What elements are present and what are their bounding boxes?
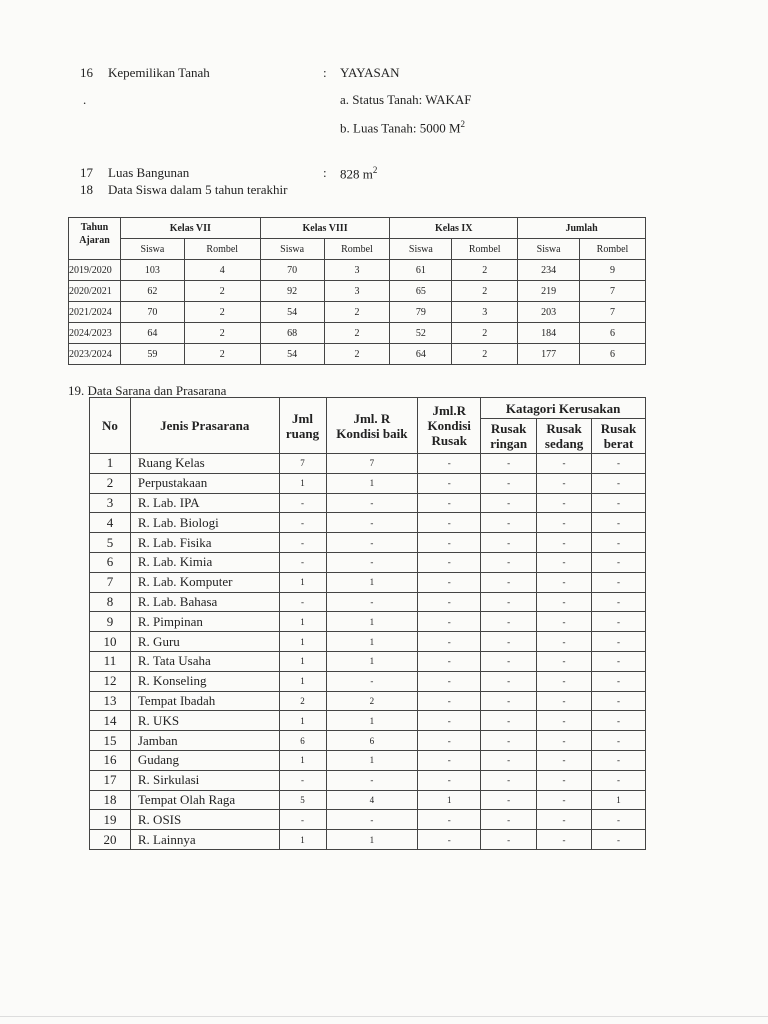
- cell-kondisi-baik: 1: [326, 750, 418, 770]
- cell-jml-ruang: 1: [279, 651, 326, 671]
- cell-rusak-berat: 1: [592, 790, 646, 810]
- cell-kondisi-baik: -: [326, 592, 418, 612]
- subheader-rombel: Rombel: [324, 239, 390, 260]
- cell-rusak-berat: -: [592, 830, 646, 850]
- item-16-label: Kepemilikan Tanah: [108, 65, 210, 80]
- table-row: [69, 302, 646, 323]
- cell-no: 12: [90, 671, 131, 691]
- header-rusak-ringan: [481, 419, 537, 454]
- cell-kondisi-rusak: -: [418, 592, 481, 612]
- header-kelas-vii: Kelas VII: [120, 218, 260, 239]
- cell-jml-ruang: 1: [279, 830, 326, 850]
- table-cell: 70: [120, 302, 184, 323]
- cell-rusak-sedang: -: [537, 830, 592, 850]
- cell-jenis-prasarana: Jamban: [130, 731, 279, 751]
- cell-jenis-prasarana: R. Lab. Komputer: [130, 572, 279, 592]
- header-no: No: [90, 398, 131, 454]
- cell-jml-ruang: 1: [279, 711, 326, 731]
- table-cell: 52: [390, 323, 452, 344]
- cell-tahun-ajaran: 2021/2024: [69, 302, 121, 323]
- cell-jml-ruang: 1: [279, 612, 326, 632]
- cell-jml-ruang: 1: [279, 572, 326, 592]
- cell-kondisi-baik: -: [326, 513, 418, 533]
- cell-rusak-sedang: -: [537, 770, 592, 790]
- cell-kondisi-baik: -: [326, 671, 418, 691]
- table-row: [90, 493, 646, 513]
- cell-kondisi-baik: 1: [326, 711, 418, 731]
- item-16-value: YAYASAN: [340, 65, 400, 80]
- table-row: [90, 513, 646, 533]
- table-cell: 9: [580, 260, 646, 281]
- cell-jenis-prasarana: R. OSIS: [130, 810, 279, 830]
- cell-kondisi-rusak: -: [418, 513, 481, 533]
- cell-rusak-berat: -: [592, 770, 646, 790]
- table-row: [90, 592, 646, 612]
- cell-jml-ruang: 2: [279, 691, 326, 711]
- subheader-siswa: Siswa: [260, 239, 324, 260]
- page-bottom-edge: [0, 1016, 768, 1017]
- table-cell: 2: [184, 302, 260, 323]
- cell-jml-ruang: 6: [279, 731, 326, 751]
- item-17-number: 17: [80, 165, 93, 180]
- cell-kondisi-rusak: -: [418, 731, 481, 751]
- cell-kondisi-rusak: -: [418, 770, 481, 790]
- cell-kondisi-rusak: -: [418, 671, 481, 691]
- table-row: [90, 790, 646, 810]
- table-cell: 3: [324, 260, 390, 281]
- cell-rusak-ringan: -: [481, 691, 537, 711]
- table-cell: 2: [324, 323, 390, 344]
- cell-kondisi-rusak: -: [418, 711, 481, 731]
- cell-rusak-sedang: -: [537, 671, 592, 691]
- cell-tahun-ajaran: 2023/2024: [69, 344, 121, 365]
- header-jml: Jml: [292, 410, 313, 426]
- table-cell: 79: [390, 302, 452, 323]
- cell-rusak-ringan: -: [481, 790, 537, 810]
- cell-kondisi-rusak: -: [418, 533, 481, 553]
- subheader-siswa: Siswa: [518, 239, 580, 260]
- subheader-siswa: Siswa: [120, 239, 184, 260]
- cell-rusak-berat: -: [592, 572, 646, 592]
- header-rusak-berat-2: berat: [603, 436, 634, 451]
- cell-jenis-prasarana: R. Lab. Biologi: [130, 513, 279, 533]
- table-cell: 2: [184, 323, 260, 344]
- cell-rusak-sedang: -: [537, 513, 592, 533]
- table-cell: 177: [518, 344, 580, 365]
- table-row: [69, 323, 646, 344]
- cell-rusak-sedang: -: [537, 572, 592, 592]
- item-16-number: 16: [80, 65, 93, 80]
- cell-jml-ruang: -: [279, 552, 326, 572]
- subheader-rombel: Rombel: [452, 239, 518, 260]
- cell-jml-ruang: 1: [279, 671, 326, 691]
- cell-jenis-prasarana: R. Lab. Kimia: [130, 552, 279, 572]
- cell-jml-ruang: -: [279, 810, 326, 830]
- cell-jenis-prasarana: R. Lab. Bahasa: [130, 592, 279, 612]
- cell-rusak-ringan: -: [481, 473, 537, 493]
- cell-no: 10: [90, 632, 131, 652]
- table-row: [90, 473, 646, 493]
- item-17-colon: :: [323, 165, 327, 180]
- table-cell: 103: [120, 260, 184, 281]
- header-rusak-berat: [592, 419, 646, 454]
- cell-no: 5: [90, 533, 131, 553]
- cell-kondisi-baik: 1: [326, 473, 418, 493]
- cell-kondisi-baik: 6: [326, 731, 418, 751]
- cell-no: 18: [90, 790, 131, 810]
- table-cell: 7: [580, 302, 646, 323]
- cell-kondisi-rusak: -: [418, 572, 481, 592]
- cell-rusak-ringan: -: [481, 671, 537, 691]
- cell-jml-ruang: 5: [279, 790, 326, 810]
- header-rusak: Rusak: [431, 433, 467, 448]
- cell-jenis-prasarana: R. Tata Usaha: [130, 651, 279, 671]
- cell-no: 1: [90, 454, 131, 474]
- cell-rusak-ringan: -: [481, 454, 537, 474]
- table-row: [90, 731, 646, 751]
- cell-rusak-sedang: -: [537, 750, 592, 770]
- item-18-number: 18: [80, 182, 93, 197]
- cell-rusak-berat: -: [592, 612, 646, 632]
- item-19-title: 19. Data Sarana dan Prasarana: [68, 383, 227, 398]
- table-row: [90, 533, 646, 553]
- land-area: [340, 119, 465, 136]
- header-ruang: ruang: [285, 425, 320, 441]
- header-rusak-sedang-2: sedang: [544, 436, 584, 451]
- cell-jenis-prasarana: Tempat Olah Raga: [130, 790, 279, 810]
- cell-jenis-prasarana: R. Pimpinan: [130, 612, 279, 632]
- header-rusak-sedang: [537, 419, 592, 454]
- table-row: [90, 454, 646, 474]
- cell-kondisi-baik: -: [326, 552, 418, 572]
- cell-no: 17: [90, 770, 131, 790]
- cell-kondisi-baik: -: [326, 493, 418, 513]
- table-row: [90, 750, 646, 770]
- table-cell: 2: [452, 260, 518, 281]
- table-cell: 64: [390, 344, 452, 365]
- table-cell: 2: [184, 281, 260, 302]
- table-cell: 184: [518, 323, 580, 344]
- cell-kondisi-rusak: -: [418, 454, 481, 474]
- cell-jml-ruang: -: [279, 770, 326, 790]
- building-area-text: 828 m: [340, 166, 373, 182]
- cell-rusak-sedang: -: [537, 810, 592, 830]
- header-kondisi: Kondisi: [427, 418, 471, 433]
- cell-jml-ruang: 7: [279, 454, 326, 474]
- table-cell: 54: [260, 344, 324, 365]
- cell-rusak-berat: -: [592, 810, 646, 830]
- cell-kondisi-baik: -: [326, 533, 418, 553]
- table-cell: 68: [260, 323, 324, 344]
- table-cell: 3: [324, 281, 390, 302]
- table-cell: 2: [452, 281, 518, 302]
- cell-jenis-prasarana: R. UKS: [130, 711, 279, 731]
- header-rusak-berat-1: Rusak: [600, 421, 637, 436]
- cell-jml-ruang: -: [279, 513, 326, 533]
- cell-no: 9: [90, 612, 131, 632]
- table-row: [90, 691, 646, 711]
- cell-rusak-berat: -: [592, 493, 646, 513]
- table-cell: 65: [390, 281, 452, 302]
- cell-kondisi-rusak: -: [418, 612, 481, 632]
- cell-jenis-prasarana: R. Konseling: [130, 671, 279, 691]
- cell-jenis-prasarana: R. Lainnya: [130, 830, 279, 850]
- table-cell: 7: [580, 281, 646, 302]
- cell-rusak-sedang: -: [537, 691, 592, 711]
- header-kelas-ix: Kelas IX: [390, 218, 518, 239]
- table-cell: 6: [580, 323, 646, 344]
- building-area-sup: 2: [372, 165, 378, 175]
- cell-rusak-berat: -: [592, 533, 646, 553]
- header-kelas-viii: Kelas VIII: [260, 218, 390, 239]
- cell-tahun-ajaran: 2019/2020: [69, 260, 121, 281]
- header-ajaran: Ajaran: [79, 235, 110, 246]
- item-18-label: Data Siswa dalam 5 tahun terakhir: [108, 182, 288, 197]
- table-cell: 54: [260, 302, 324, 323]
- cell-rusak-berat: -: [592, 711, 646, 731]
- table-row: [90, 632, 646, 652]
- cell-jenis-prasarana: Gudang: [130, 750, 279, 770]
- table-row: [90, 671, 646, 691]
- table-row: [90, 552, 646, 572]
- cell-no: 13: [90, 691, 131, 711]
- table-cell: 59: [120, 344, 184, 365]
- cell-jml-ruang: -: [279, 592, 326, 612]
- cell-no: 4: [90, 513, 131, 533]
- cell-rusak-sedang: -: [537, 651, 592, 671]
- cell-kondisi-baik: 1: [326, 632, 418, 652]
- header-tahun-ajaran: [69, 218, 121, 260]
- table-cell: 62: [120, 281, 184, 302]
- cell-jenis-prasarana: Tempat Ibadah: [130, 691, 279, 711]
- cell-no: 11: [90, 651, 131, 671]
- building-area: [340, 165, 377, 182]
- header-jml-r-rusak: Jml.R: [432, 403, 467, 418]
- cell-rusak-sedang: -: [537, 473, 592, 493]
- header-rusak-ringan-1: Rusak: [490, 421, 527, 436]
- cell-rusak-ringan: -: [481, 533, 537, 553]
- cell-kondisi-rusak: -: [418, 810, 481, 830]
- cell-rusak-ringan: -: [481, 750, 537, 770]
- table-cell: 203: [518, 302, 580, 323]
- table-cell: 219: [518, 281, 580, 302]
- header-kondisi-rusak: [418, 398, 481, 454]
- cell-rusak-ringan: -: [481, 572, 537, 592]
- header-rusak-ringan-2: ringan: [490, 436, 528, 451]
- table-row: [90, 810, 646, 830]
- cell-rusak-ringan: -: [481, 770, 537, 790]
- cell-rusak-sedang: -: [537, 493, 592, 513]
- table-cell: 2: [452, 344, 518, 365]
- cell-jenis-prasarana: Perpustakaan: [130, 473, 279, 493]
- cell-rusak-ringan: -: [481, 493, 537, 513]
- cell-no: 16: [90, 750, 131, 770]
- cell-rusak-berat: -: [592, 592, 646, 612]
- cell-jml-ruang: 1: [279, 750, 326, 770]
- cell-rusak-berat: -: [592, 513, 646, 533]
- table-row: [69, 260, 646, 281]
- cell-rusak-berat: -: [592, 454, 646, 474]
- table-cell: 3: [452, 302, 518, 323]
- cell-rusak-ringan: -: [481, 830, 537, 850]
- cell-no: 6: [90, 552, 131, 572]
- cell-rusak-berat: -: [592, 691, 646, 711]
- cell-kondisi-baik: 7: [326, 454, 418, 474]
- cell-kondisi-baik: -: [326, 810, 418, 830]
- cell-no: 20: [90, 830, 131, 850]
- table-cell: 92: [260, 281, 324, 302]
- header-katagori-kerusakan: Katagori Kerusakan: [481, 398, 646, 419]
- subheader-rombel: Rombel: [580, 239, 646, 260]
- header-kondisi-baik-text: Kondisi baik: [336, 425, 408, 441]
- table-row: [69, 281, 646, 302]
- table-cell: 70: [260, 260, 324, 281]
- cell-rusak-sedang: -: [537, 711, 592, 731]
- cell-kondisi-rusak: -: [418, 651, 481, 671]
- cell-rusak-ringan: -: [481, 651, 537, 671]
- facilities-table: [89, 397, 646, 850]
- cell-no: 19: [90, 810, 131, 830]
- cell-kondisi-baik: -: [326, 770, 418, 790]
- cell-rusak-ringan: -: [481, 612, 537, 632]
- header-rusak-sedang-1: Rusak: [546, 421, 582, 436]
- cell-no: 3: [90, 493, 131, 513]
- item-16-dot: .: [83, 92, 87, 107]
- cell-rusak-ringan: -: [481, 810, 537, 830]
- cell-rusak-berat: -: [592, 552, 646, 572]
- cell-kondisi-baik: 1: [326, 612, 418, 632]
- cell-rusak-berat: -: [592, 750, 646, 770]
- land-status: a. Status Tanah: WAKAF: [340, 92, 472, 107]
- table-row: [90, 612, 646, 632]
- table-row: [69, 344, 646, 365]
- header-jenis-prasarana: Jenis Prasarana: [130, 398, 279, 454]
- student-data-table: [68, 217, 646, 365]
- table-cell: 61: [390, 260, 452, 281]
- cell-no: 8: [90, 592, 131, 612]
- cell-no: 7: [90, 572, 131, 592]
- header-jml-r: Jml. R: [353, 410, 391, 426]
- table-row: [90, 572, 646, 592]
- table-cell: 4: [184, 260, 260, 281]
- cell-jenis-prasarana: R. Sirkulasi: [130, 770, 279, 790]
- cell-jml-ruang: -: [279, 533, 326, 553]
- header-kondisi-baik: [326, 398, 418, 454]
- cell-rusak-sedang: -: [537, 632, 592, 652]
- cell-rusak-ringan: -: [481, 592, 537, 612]
- subheader-rombel: Rombel: [184, 239, 260, 260]
- cell-no: 15: [90, 731, 131, 751]
- cell-jml-ruang: 1: [279, 632, 326, 652]
- cell-rusak-sedang: -: [537, 533, 592, 553]
- cell-kondisi-rusak: -: [418, 750, 481, 770]
- cell-rusak-ringan: -: [481, 731, 537, 751]
- table-row: [90, 770, 646, 790]
- cell-kondisi-rusak: -: [418, 632, 481, 652]
- cell-kondisi-baik: 4: [326, 790, 418, 810]
- cell-kondisi-baik: 1: [326, 830, 418, 850]
- header-jumlah: Jumlah: [518, 218, 646, 239]
- cell-rusak-sedang: -: [537, 454, 592, 474]
- cell-rusak-berat: -: [592, 632, 646, 652]
- item-16-colon: :: [323, 65, 327, 80]
- cell-jml-ruang: 1: [279, 473, 326, 493]
- table-cell: 6: [580, 344, 646, 365]
- header-jml-ruang: [279, 398, 326, 454]
- cell-rusak-sedang: -: [537, 592, 592, 612]
- cell-rusak-berat: -: [592, 473, 646, 493]
- table-cell: 2: [452, 323, 518, 344]
- table-cell: 64: [120, 323, 184, 344]
- cell-kondisi-rusak: 1: [418, 790, 481, 810]
- table-row: [90, 830, 646, 850]
- cell-rusak-sedang: -: [537, 552, 592, 572]
- cell-rusak-ringan: -: [481, 513, 537, 533]
- cell-kondisi-baik: 2: [326, 691, 418, 711]
- cell-kondisi-rusak: -: [418, 493, 481, 513]
- cell-kondisi-baik: 1: [326, 651, 418, 671]
- cell-kondisi-baik: 1: [326, 572, 418, 592]
- cell-rusak-berat: -: [592, 651, 646, 671]
- cell-kondisi-rusak: -: [418, 691, 481, 711]
- table-row: [90, 651, 646, 671]
- cell-jenis-prasarana: R. Lab. Fisika: [130, 533, 279, 553]
- table-row: [90, 711, 646, 731]
- cell-no: 2: [90, 473, 131, 493]
- cell-jenis-prasarana: R. Guru: [130, 632, 279, 652]
- cell-kondisi-rusak: -: [418, 552, 481, 572]
- cell-rusak-sedang: -: [537, 790, 592, 810]
- table-cell: 2: [324, 344, 390, 365]
- land-area-sup: 2: [460, 119, 466, 129]
- table-cell: 2: [324, 302, 390, 323]
- cell-no: 14: [90, 711, 131, 731]
- land-area-text: b. Luas Tanah: 5000 M: [340, 120, 461, 136]
- cell-jml-ruang: -: [279, 493, 326, 513]
- cell-tahun-ajaran: 2024/2023: [69, 323, 121, 344]
- cell-kondisi-rusak: -: [418, 473, 481, 493]
- table-cell: 2: [184, 344, 260, 365]
- header-tahun: Tahun: [80, 222, 109, 233]
- cell-rusak-berat: -: [592, 731, 646, 751]
- cell-rusak-berat: -: [592, 671, 646, 691]
- cell-jenis-prasarana: R. Lab. IPA: [130, 493, 279, 513]
- cell-rusak-sedang: -: [537, 612, 592, 632]
- table-cell: 234: [518, 260, 580, 281]
- subheader-siswa: Siswa: [390, 239, 452, 260]
- cell-rusak-ringan: -: [481, 552, 537, 572]
- cell-rusak-sedang: -: [537, 731, 592, 751]
- cell-jenis-prasarana: Ruang Kelas: [130, 454, 279, 474]
- cell-tahun-ajaran: 2020/2021: [69, 281, 121, 302]
- item-17-label: Luas Bangunan: [108, 165, 190, 180]
- cell-rusak-ringan: -: [481, 711, 537, 731]
- cell-rusak-ringan: -: [481, 632, 537, 652]
- cell-kondisi-rusak: -: [418, 830, 481, 850]
